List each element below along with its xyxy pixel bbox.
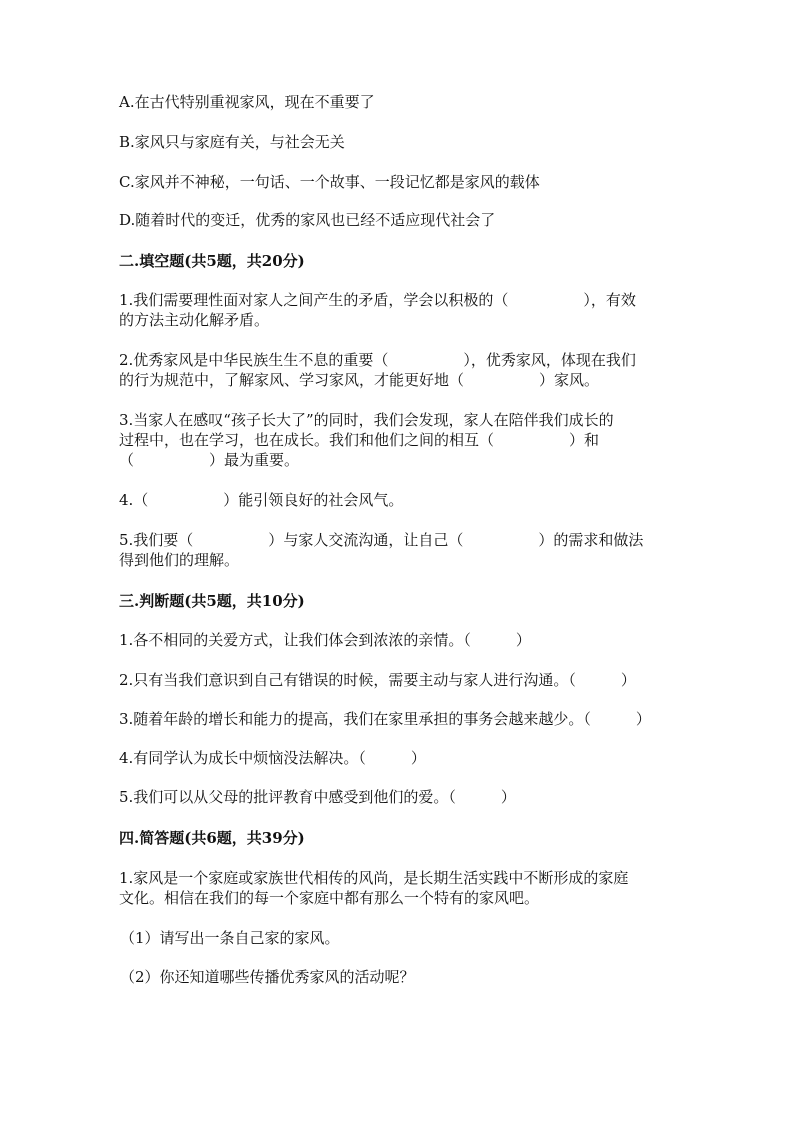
- fill-q3-line3: （ ）最为重要。: [119, 451, 300, 469]
- fill-q3-line2: 过程中，也在学习，也在成长。我们和他们之间的相互（ ）和: [119, 431, 600, 449]
- fill-q1-line1: 1.我们需要理性面对家人之间产生的矛盾，学会以积极的（ ），有效: [119, 291, 636, 309]
- judge-q2: 2.只有当我们意识到自己有错误的时候，需要主动与家人进行沟通。（ ）: [119, 671, 636, 689]
- choice-option-c: C.家风并不神秘，一句话、一个故事、一段记忆都是家风的载体: [119, 173, 540, 191]
- judge-q5: 5.我们可以从父母的批评教育中感受到他们的爱。（ ）: [119, 788, 516, 806]
- short-q1-sub1: （1）请写出一条自己家的家风。: [120, 929, 340, 947]
- choice-option-b: B.家风只与家庭有关，与社会无关: [119, 133, 345, 151]
- fill-q1-line2: 的方法主动化解矛盾。: [119, 311, 270, 329]
- fill-q2-line2: 的行为规范中，了解家风、学习家风，才能更好地（ ）家风。: [119, 371, 600, 389]
- fill-q5-line2: 得到他们的理解。: [119, 551, 240, 569]
- fill-section-heading: 二.填空题(共5题，共20分): [119, 252, 305, 270]
- short-q1-sub2: （2）你还知道哪些传播优秀家风的活动呢？: [120, 968, 415, 986]
- judge-section-heading: 三.判断题(共5题，共10分): [119, 592, 305, 610]
- fill-q2-line1: 2.优秀家风是中华民族生生不息的重要（ ），优秀家风，体现在我们: [119, 351, 636, 369]
- short-q1-line2: 文化。相信在我们的每一个家庭中都有那么一个特有的家风吧。: [119, 889, 540, 907]
- short-section-heading: 四.简答题(共6题，共39分): [119, 829, 305, 847]
- choice-option-d: D.随着时代的变迁，优秀的家风也已经不适应现代社会了: [119, 211, 496, 229]
- judge-q1: 1.各不相同的关爱方式，让我们体会到浓浓的亲情。（ ）: [119, 631, 531, 649]
- fill-q3-line1: 3.当家人在感叹“孩子长大了”的同时，我们会发现，家人在陪伴我们成长的: [119, 411, 614, 429]
- short-q1-line1: 1.家风是一个家庭或家族世代相传的风尚，是长期生活实践中不断形成的家庭: [119, 869, 629, 887]
- judge-q3: 3.随着年龄的增长和能力的提高，我们在家里承担的事务会越来越少。（ ）: [119, 710, 651, 728]
- fill-q4: 4.（ ）能引领良好的社会风气。: [119, 491, 404, 509]
- choice-option-a: A.在古代特别重视家风，现在不重要了: [119, 93, 375, 111]
- fill-q5-line1: 5.我们要（ ）与家人交流沟通，让自己（ ）的需求和做法: [119, 531, 644, 549]
- judge-q4: 4.有同学认为成长中烦恼没法解决。（ ）: [119, 749, 426, 767]
